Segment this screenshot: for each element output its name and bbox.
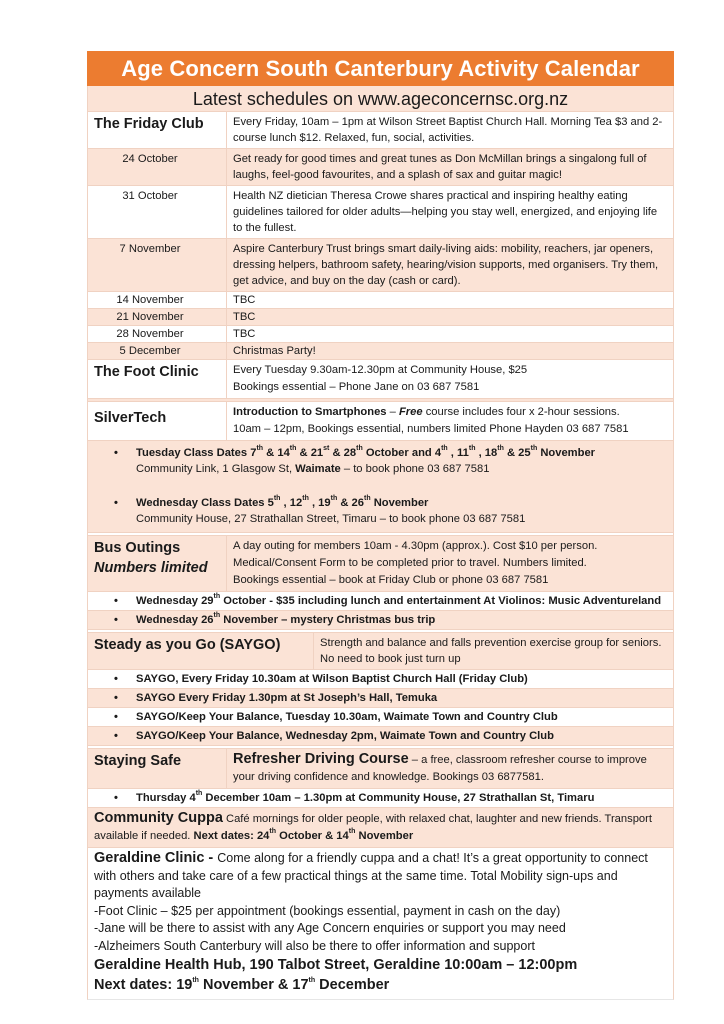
tuesday-class-location <box>136 461 595 477</box>
event-text: Get ready for good times and great tunes as Don McMillan brings a singalong full of laughs, feel-good favourites, and a splash of sax and guitar magic! <box>233 153 647 181</box>
event-date: 28 November <box>88 326 227 342</box>
bullet-icon: • <box>114 673 118 685</box>
text-fragment: , 18 <box>475 447 498 459</box>
text-fragment: October and 4 <box>362 447 442 459</box>
saygo-heading: Steady as you Go (SAYGO) <box>94 637 281 653</box>
text-fragment: & 25 <box>503 447 531 459</box>
saygo-session: SAYGO/Keep Your Balance, Tuesday 10.30am, Waimate Town and Country Club <box>136 711 558 723</box>
text-fragment: , 19 <box>308 497 331 509</box>
bullet-icon: • <box>114 730 118 742</box>
ordinal-suffix: th <box>289 445 297 453</box>
saygo-session-row <box>87 689 674 708</box>
bus-outings-section <box>87 536 674 592</box>
event-date: 21 November <box>88 309 227 325</box>
text-fragment: November <box>355 830 414 842</box>
driving-course-title: Refresher Driving Course <box>233 751 409 767</box>
text-fragment: & 21 <box>296 447 324 459</box>
saygo-session: SAYGO/Keep Your Balance, Wednesday 2pm, Waimate Town and Country Club <box>136 730 554 742</box>
dash: – <box>386 406 399 418</box>
text-fragment: & 28 <box>329 447 357 459</box>
text-fragment: Next dates: 24 <box>193 830 270 842</box>
friday-club-section <box>87 112 674 149</box>
bus-trip <box>88 592 673 610</box>
geraldine-item: -Alzheimers South Canterbury will also be there to offer information and support <box>94 938 535 953</box>
community-cuppa-dates <box>194 830 414 842</box>
event-text: Health NZ dietician Theresa Crowe shares practical and inspiring healthy eating guidelines tailored for older adults—helping you stay well, energized, and enjoying life to the fullest. <box>233 190 658 234</box>
ordinal-suffix: th <box>256 445 264 453</box>
text-fragment: November <box>370 497 429 509</box>
ordinal-suffix: th <box>468 445 476 453</box>
event-text: TBC <box>233 328 256 340</box>
geraldine-item: -Foot Clinic – $25 per appointment (bookings essential, payment in cash on the day) <box>94 903 561 918</box>
ordinal-suffix: th <box>302 495 309 503</box>
saygo-section <box>87 633 674 670</box>
geraldine-intro-text: Come along for a friendly cuppa and a chat! It’s a great opportunity to connect with others and take care of a few practical things at the same time. Total Mobility sign-ups and payments available <box>94 851 648 900</box>
text-fragment: & 26 <box>337 497 364 509</box>
saygo-session-row <box>87 727 674 746</box>
saygo-session: SAYGO, Every Friday 10.30am at Wilson Baptist Church Hall (Friday Club) <box>136 673 528 685</box>
text-fragment: Next dates: 19 <box>94 977 193 993</box>
geraldine-clinic-section <box>87 848 674 1000</box>
event-date: 31 October <box>88 186 227 238</box>
community-cuppa-desc: Café mornings for older people, with relaxed chat, laughter and new friends. Transport available if needed. <box>94 813 652 842</box>
geraldine-intro <box>94 850 667 903</box>
bus-outing-desc-1: A day outing for members 10am - 4.30pm (approx.). Cost $10 per person. <box>233 540 598 552</box>
bus-outings-heading: Bus Outings <box>94 540 181 556</box>
text-fragment: Tuesday Class Dates 7 <box>136 447 257 459</box>
bullet-icon: • <box>114 497 118 509</box>
bullet-icon: • <box>114 692 118 704</box>
foot-clinic-booking: Bookings essential – Phone Jane on 03 687 7581 <box>233 381 480 393</box>
wednesday-class-location: Community House, 27 Strathallan Street, Timaru – to book phone 03 687 7581 <box>136 513 526 525</box>
saygo-session-row <box>87 708 674 727</box>
silvertech-course-line <box>233 404 667 421</box>
text-fragment: October - $35 including lunch and entertainment At Violinos: Music Adventureland <box>220 595 662 607</box>
saygo-session-row <box>87 670 674 689</box>
ordinal-suffix: th <box>213 612 221 620</box>
event-text: Christmas Party! <box>233 345 316 357</box>
saygo-session: SAYGO Every Friday 1.30pm at St Joseph’s Hall, Temuka <box>136 692 438 704</box>
text-fragment: Community Link, 1 Glasgow St, <box>136 463 296 475</box>
foot-clinic-heading: The Foot Clinic <box>94 364 199 380</box>
text-fragment: December 10am – 1.30pm at Community House, 27 Strathallan St, Timaru <box>202 792 595 804</box>
ordinal-suffix: th <box>356 445 363 453</box>
friday-event-row <box>87 149 674 186</box>
staying-safe-session-row <box>87 789 674 808</box>
text-fragment: Wednesday 26 <box>136 614 214 626</box>
staying-safe-desc <box>227 749 673 788</box>
free-label: Free <box>398 406 423 418</box>
event-date: 24 October <box>88 149 227 185</box>
friday-event-row <box>87 239 674 292</box>
event-text: TBC <box>233 311 256 323</box>
geraldine-next-dates <box>94 975 667 995</box>
staying-safe-heading: Staying Safe <box>94 753 182 769</box>
geraldine-heading: Geraldine Clinic - <box>94 850 218 866</box>
foot-clinic-section <box>87 360 674 399</box>
text-fragment: Waimate <box>295 463 341 475</box>
bus-trip <box>88 611 673 629</box>
bus-outing-desc-3: Bookings essential – book at Friday Club or phone 03 687 7581 <box>233 574 549 586</box>
text-fragment: – to book phone 03 687 7581 <box>340 463 490 475</box>
silvertech-heading: SilverTech <box>94 410 167 426</box>
ordinal-suffix: th <box>269 828 277 836</box>
bullet-icon: • <box>114 711 118 723</box>
ordinal-suffix: th <box>330 495 338 503</box>
ordinal-suffix: th <box>363 495 371 503</box>
friday-club-description: Every Friday, 10am – 1pm at Wilson Street Baptist Church Hall. Morning Tea $3 and 2-course lunch $12. Relaxed, fun, social, activities. <box>233 116 663 144</box>
friday-club-heading: The Friday Club <box>94 116 204 132</box>
bullet-icon: • <box>114 792 118 804</box>
staying-safe-section <box>87 749 674 789</box>
numbers-limited-label: Numbers limited <box>94 560 208 576</box>
event-date: 5 December <box>88 343 227 359</box>
tuesday-class-dates <box>136 445 595 461</box>
course-desc: course includes four x 2-hour sessions. <box>422 406 620 418</box>
ordinal-suffix: th <box>213 593 221 601</box>
text-fragment: October & 14 <box>276 830 349 842</box>
ordinal-suffix: th <box>273 495 281 503</box>
text-fragment: December <box>315 977 390 993</box>
course-title: Introduction to Smartphones <box>233 406 387 418</box>
ordinal-suffix: th <box>195 790 203 798</box>
bus-trip-row <box>87 592 674 611</box>
calendar-title: Age Concern South Canterbury Activity Calendar <box>87 51 674 86</box>
foot-clinic-schedule: Every Tuesday 9.30am-12.30pm at Community House, $25 <box>233 364 528 376</box>
text-fragment: Wednesday 29 <box>136 595 214 607</box>
silvertech-classes <box>87 441 674 533</box>
text-fragment: November & 17 <box>198 977 309 993</box>
text-fragment: Thursday 4 <box>136 792 196 804</box>
event-date: 7 November <box>88 239 227 291</box>
friday-event-row <box>87 309 674 326</box>
bus-trip-row <box>87 611 674 630</box>
text-fragment: Wednesday Class Dates 5 <box>136 497 274 509</box>
friday-event-row <box>87 326 674 343</box>
silvertech-section <box>87 402 674 441</box>
ordinal-suffix: th <box>441 445 448 453</box>
text-fragment: , 11 <box>447 447 469 459</box>
bullet-icon: • <box>114 595 118 607</box>
tuesday-classes <box>88 444 673 478</box>
text-fragment: , 12 <box>280 497 303 509</box>
community-cuppa-heading: Community Cuppa <box>94 810 223 826</box>
wednesday-classes <box>88 494 673 528</box>
silvertech-booking: 10am – 12pm, Bookings essential, numbers limited Phone Hayden 03 687 7581 <box>233 423 629 435</box>
bus-outing-desc-2: Medical/Consent Form to be completed prior to travel. Numbers limited. <box>233 557 587 569</box>
text-fragment: November – mystery Christmas bus trip <box>220 614 436 626</box>
website-subtitle: Latest schedules on www.ageconcernsc.org.nz <box>87 86 674 112</box>
bullet-icon: • <box>114 614 118 626</box>
ordinal-suffix: th <box>348 828 356 836</box>
event-date: 14 November <box>88 292 227 308</box>
ordinal-suffix: th <box>530 445 538 453</box>
saygo-description: Strength and balance and falls prevention exercise group for seniors. No need to book just turn up <box>320 637 662 665</box>
friday-event-row <box>87 292 674 309</box>
event-text: TBC <box>233 294 256 306</box>
friday-event-row <box>87 186 674 239</box>
geraldine-item: -Jane will be there to assist with any Age Concern enquiries or support you may need <box>94 921 566 935</box>
wednesday-class-dates <box>136 495 525 511</box>
ordinal-suffix: th <box>192 977 199 985</box>
bullet-icon: • <box>114 447 118 459</box>
ordinal-suffix: th <box>497 445 504 453</box>
friday-event-row <box>87 343 674 360</box>
driving-course-desc: – a free, classroom refresher course to improve your driving confidence and knowledge. Bookings 03 6877581. <box>233 754 647 783</box>
geraldine-location: Geraldine Health Hub, 190 Talbot Street, Geraldine 10:00am – 12:00pm <box>94 957 578 973</box>
text-fragment: November <box>537 447 596 459</box>
ordinal-suffix: th <box>308 977 316 985</box>
activity-calendar <box>87 51 674 1000</box>
ordinal-suffix: st <box>323 445 330 453</box>
text-fragment: & 14 <box>263 447 290 459</box>
event-text: Aspire Canterbury Trust brings smart daily-living aids: mobility, reachers, jar openers, dressing helpers, bathroom safety, hearing/vision supports, med organisers. Try them, get advice, and buy on the day (cash or card). <box>233 243 659 287</box>
community-cuppa-section <box>87 808 674 848</box>
driving-session <box>136 790 594 806</box>
